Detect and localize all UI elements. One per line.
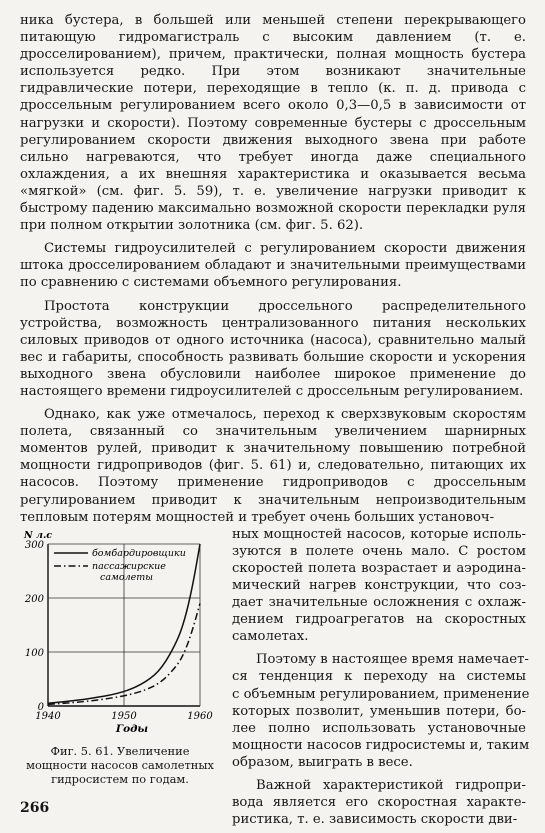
- text-line: с объемным регулированием, применение: [232, 686, 530, 702]
- power-growth-chart: [20, 526, 220, 736]
- text-line: образом, выиграть в весе.: [232, 754, 413, 770]
- page-number: 266: [20, 800, 50, 816]
- x-tick-label: 1960: [187, 710, 213, 722]
- text-line: ся тенденция к переходу на системы: [232, 669, 526, 685]
- y-axis-label: N л.с: [24, 529, 53, 541]
- y-tick-label: 200: [24, 593, 44, 605]
- text-line: лее полно использовать установочные: [232, 720, 526, 736]
- text-line: Важной характеристикой гидропри-: [256, 778, 526, 794]
- y-tick-label: 0: [37, 701, 44, 713]
- paragraph-2: Системы гидроусилителей с регулированием скорости движения штока дросселированием обладают и значительными преимуществами по сравнению с системами объемного регулирования.: [20, 241, 526, 291]
- legend-label: самолеты: [100, 571, 153, 583]
- text-line: мический нагрев конструкции, что соз-: [232, 578, 526, 593]
- text-line: зуются в полете очень мало. С ростом: [232, 543, 526, 559]
- x-tick-label: 1940: [35, 710, 61, 722]
- y-tick-label: 100: [24, 647, 44, 659]
- paragraph-3: Простота конструкции дроссельного распределительного устройства, возможность централизованного питания нескольких силовых приводов от одного источника (насоса), сравнительно малый вес и габариты, способность развивать большие скорости и ускорения выходного звена обусловили наиболее широкое применение до настоящего времени гидроусилителей с дроссельным регулированием.: [20, 298, 526, 399]
- text-line: самолетах.: [232, 629, 309, 645]
- figure-5-61: [20, 526, 220, 786]
- right-column: [232, 526, 530, 829]
- text-line: дает значительные осложнения с охлаж-: [232, 595, 526, 611]
- paragraph-4: Однако, как уже отмечалось, переход к сверхзвуковым скоростям полета, связанный со значительным увеличением шарнирных моментов рулей, приводит к значительному повышению потребной мощности гидроприводов (фиг. 5. 61) и, следовательно, питающих их насосов. Поэтому применение гидроприводов с дроссельным регулированием приводит к значительным непроизводительным тепловым потерям мощностей и требует очень больших установоч-: [20, 407, 526, 525]
- text-line: которых позволит, уменьшив потери, бо-: [232, 703, 526, 719]
- x-tick-label: 1950: [111, 710, 137, 722]
- paragraph-1: ника бустера, в большей или меньшей степени перекрывающего питающую гидромагистраль с высоким давлением (т. е. дросселированием), причем, практически, полная мощность бустера используется редко. При этом возникают значительные гидравлические потери, переходящие в тепло (к. п. д. привода с дроссельным регулированием всего около 0,3—0,5 в зависимости от нагрузки и скорости). Поэтому современные бустеры с дроссельным регулированием скорости движения выходного звена при работе сильно нагреваются, что требует иногда даже специального охлаждения, а их внешняя характеристика и оказывается весьма «мягкой» (см. фиг. 5. 59), т. е. увеличение нагрузки приводит к быстрому падению максимально возможной скорости перекладки руля при полном открытии золотника (см. фиг. 5. 62).: [20, 13, 526, 234]
- text-line: Поэтому в настоящее время намечает-: [256, 652, 529, 668]
- text-line: скоростей полета возрастает и аэродина-: [232, 560, 526, 576]
- y-tick-label: 300: [24, 539, 44, 551]
- x-axis-label: Годы: [115, 722, 149, 735]
- text-line: ных мощностей насосов, которые исполь-: [232, 526, 526, 542]
- text-line: дением гидроагрегатов на скоростных: [232, 612, 526, 628]
- text-line: вода является его скоростная характе-: [232, 795, 526, 811]
- text-line: ристика, т. е. зависимость скорости дви-: [232, 812, 518, 828]
- page-body: [20, 12, 530, 828]
- legend-label: бомбардировщики: [92, 547, 186, 559]
- legend-label: пассажирские: [92, 560, 166, 572]
- figure-caption: Фиг. 5. 61. Увеличение мощности насосов самолетных гидросистем по годам.: [26, 743, 214, 786]
- figure-and-text-wrap: [20, 526, 530, 829]
- text-line: мощности насосов гидросистемы и, таким: [232, 737, 530, 753]
